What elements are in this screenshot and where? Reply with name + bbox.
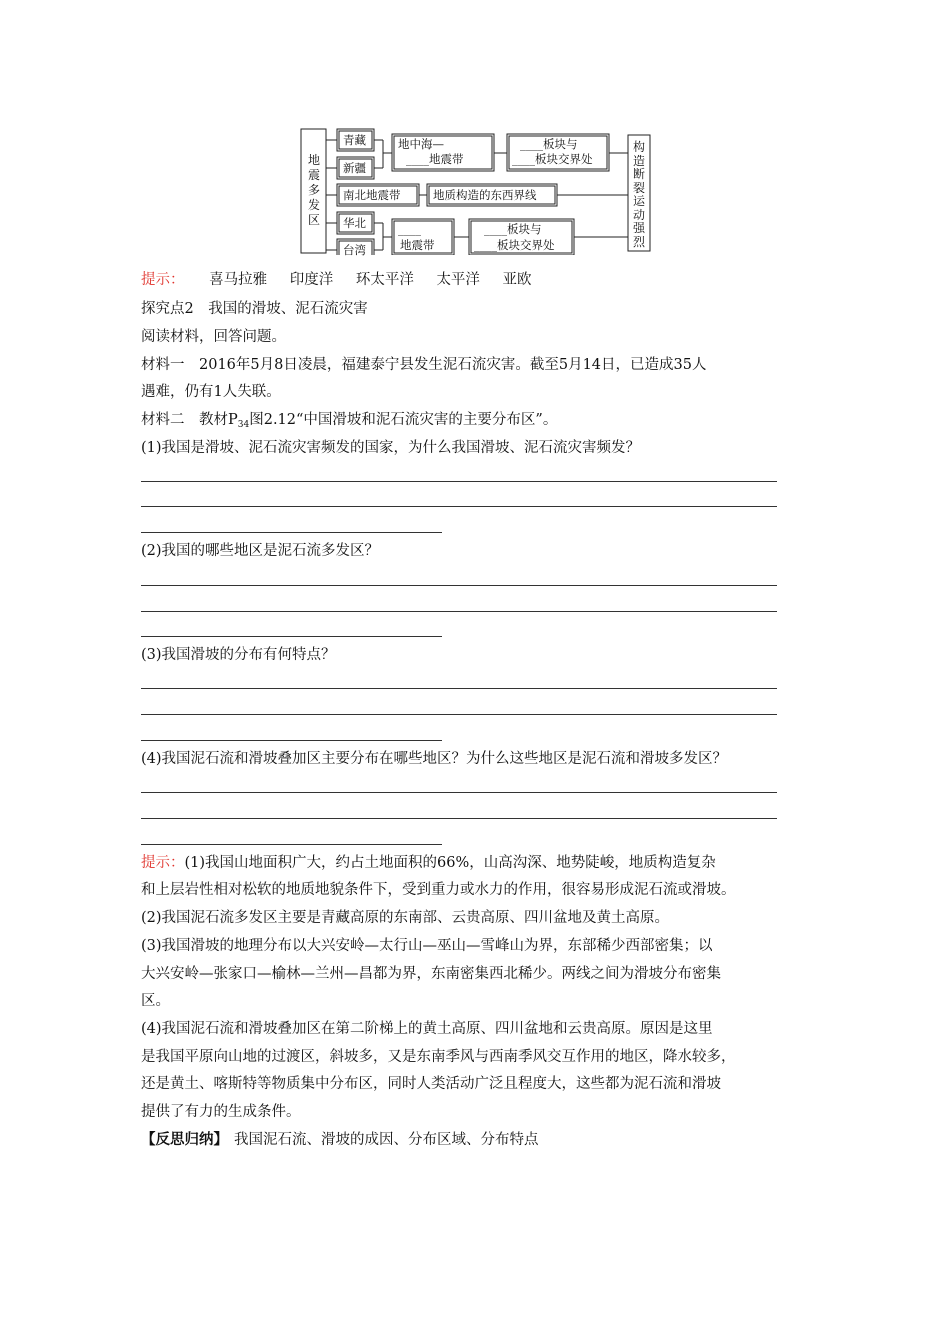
answer-line[interactable]	[141, 714, 777, 715]
reflection-row	[141, 1129, 539, 1151]
hint2-label: 提示：	[141, 855, 185, 871]
plate1-line1: ____板块与	[520, 137, 578, 151]
question-4: (4)我国泥石流和滑坡叠加区主要分布在哪些地区？为什么这些地区是泥石流和滑坡多发区？	[141, 751, 728, 767]
hint1-answer: 喜马拉雅	[209, 272, 268, 288]
instruction: 阅读材料，回答问题。	[141, 329, 286, 345]
region-qingzang: 青藏	[343, 133, 366, 147]
region-huabei: 华北	[343, 216, 366, 230]
hint1-answer: 印度洋	[289, 272, 334, 288]
section-title: 探究点2 我国的滑坡、泥石流灾害	[141, 301, 368, 317]
question-1: (1)我国是滑坡、泥石流灾害频发的国家，为什么我国滑坡、泥石流灾害频发？	[141, 440, 641, 456]
answer-line[interactable]	[141, 740, 442, 741]
question-2: (2)我国的哪些地区是泥石流多发区？	[141, 543, 380, 559]
material2-page-sub: 34	[237, 420, 250, 430]
answer-line[interactable]	[141, 611, 777, 612]
material2	[141, 409, 557, 436]
hint2-a3-line3: 区。	[141, 993, 170, 1009]
hint1-answer: 太平洋	[436, 272, 480, 288]
region-nanbei-belt: 南北地震带	[343, 188, 401, 202]
hint2-a1-text: (1)我国山地面积广大，约占土地面积的66%，山高沟深、地势陡峻，地质构造复杂	[184, 855, 716, 871]
belt1-line2: ____地震带	[406, 152, 464, 166]
answer-line[interactable]	[141, 844, 442, 845]
hint2-a4-line2: 是我国平原向山地的过渡区，斜坡多，又是东南季风与西南季风交互作用的地区，降水较多，	[141, 1049, 736, 1065]
plate1-line2: ____板块交界处	[512, 152, 593, 166]
hint2-a3-line1: (3)我国滑坡的地理分布以大兴安岭—太行山—巫山—雪峰山为界，东部稀少西部密集；以	[141, 938, 713, 954]
reflection-label: 【反思归纳】	[141, 1131, 228, 1148]
material1-line1: 材料一 2016年5月8日凌晨，福建泰宁县发生泥石流灾害。截至5月14日，已造成35人	[141, 357, 707, 373]
belt1-line1: 地中海—	[398, 137, 444, 151]
belt2-line1: ____	[398, 222, 421, 236]
material2-before: 材料二 教材P	[141, 412, 238, 428]
diagram-right-label: 构造断裂运动强烈	[632, 140, 645, 249]
answer-line[interactable]	[141, 532, 442, 533]
hint1-label: 提示：	[141, 272, 185, 288]
hint1-row	[141, 269, 532, 291]
earthquake-zone-diagram	[298, 127, 652, 255]
answer-line[interactable]	[141, 818, 777, 819]
reflection-text: 我国泥石流、滑坡的成因、分布区域、分布特点	[234, 1132, 539, 1148]
hint2-a1-line2: 和上层岩性相对松软的地质地貌条件下，受到重力或水力的作用，很容易形成泥石流或滑坡。	[141, 882, 736, 898]
hint1-answer: 环太平洋	[355, 272, 414, 288]
hint2-a4-line3: 还是黄土、喀斯特等物质集中分布区，同时人类活动广泛且程度大，这些都为泥石流和滑坡	[141, 1076, 721, 1092]
belt2-line2: 地震带	[400, 238, 435, 252]
hint2-a2: (2)我国泥石流多发区主要是青藏高原的东南部、云贵高原、四川盆地及黄土高原。	[141, 910, 670, 926]
material1-line2: 遇难，仍有1人失联。	[141, 384, 281, 400]
answer-line[interactable]	[141, 585, 777, 586]
hint2-a4-line1: (4)我国泥石流和滑坡叠加区在第二阶梯上的黄土高原、四川盆地和云贵高原。原因是这里	[141, 1021, 713, 1037]
answer-line[interactable]	[141, 688, 777, 689]
answer-line[interactable]	[141, 481, 777, 482]
hint1-answer: 亚欧	[502, 272, 532, 288]
region-taiwan: 台湾	[343, 243, 366, 257]
plate2-line1: ____板块与	[484, 222, 542, 236]
hint2-a1-line1	[141, 852, 716, 874]
region-xinjiang: 新疆	[343, 161, 366, 175]
diagram-left-label: 地震多发区	[307, 153, 320, 227]
nsb-description: 地质构造的东西界线	[433, 188, 537, 202]
answer-line[interactable]	[141, 792, 777, 793]
answer-line[interactable]	[141, 506, 777, 507]
hint2-a3-line2: 大兴安岭—张家口—榆林—兰州—昌都为界，东南密集西北稀少。两线之间为滑坡分布密集	[141, 966, 721, 982]
material2-after: 图2.12“中国滑坡和泥石流灾害的主要分布区”。	[249, 412, 558, 428]
answer-line[interactable]	[141, 636, 442, 637]
hint2-a4-line4: 提供了有力的生成条件。	[141, 1104, 301, 1120]
question-3: (3)我国滑坡的分布有何特点？	[141, 647, 336, 663]
plate2-line2: ____板块交界处	[474, 238, 555, 252]
